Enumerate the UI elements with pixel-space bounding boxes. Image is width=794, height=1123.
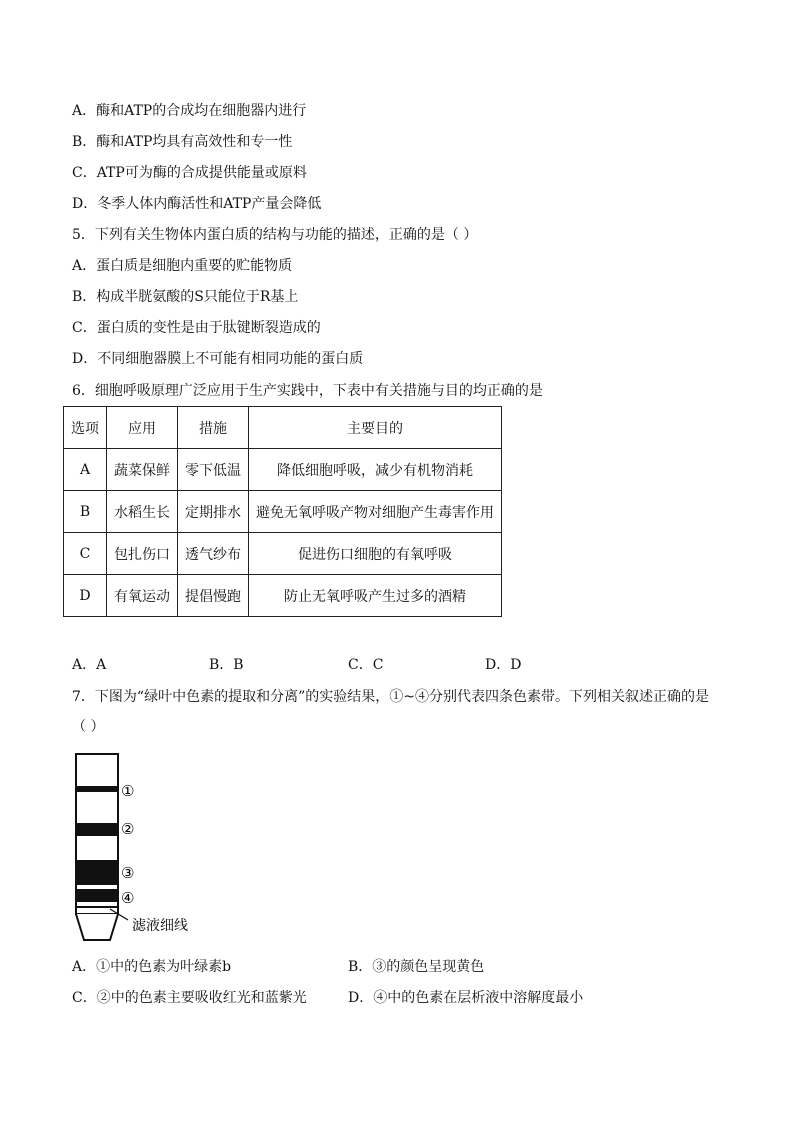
table-row bbox=[64, 449, 502, 491]
table-cell: 透气纱布 bbox=[178, 533, 249, 575]
table-cell: C bbox=[64, 533, 107, 575]
table-header-cell: 应用 bbox=[107, 407, 178, 449]
pigment-band-2 bbox=[77, 823, 117, 836]
table-cell: D bbox=[64, 575, 107, 617]
table-cell: 有氧运动 bbox=[107, 575, 178, 617]
table-cell: 降低细胞呼吸，减少有机物消耗 bbox=[249, 449, 502, 491]
band-label-4: ④ bbox=[121, 889, 135, 907]
table-cell: 定期排水 bbox=[178, 491, 249, 533]
table-cell: 水稻生长 bbox=[107, 491, 178, 533]
q5-stem: 5．下列有关生物体内蛋白质的结构与功能的描述，正确的是（ ） bbox=[72, 227, 478, 243]
pigment-band-4 bbox=[77, 889, 117, 902]
band-label-3: ③ bbox=[121, 864, 135, 882]
band-label-1: ① bbox=[121, 782, 135, 800]
band-label-2: ② bbox=[121, 820, 135, 838]
q4-option-d: D．冬季人体内酶活性和ATP产量会降低 bbox=[72, 196, 322, 212]
q6-option-d: D．D bbox=[485, 657, 522, 673]
table-cell: 蔬菜保鲜 bbox=[107, 449, 178, 491]
q4-option-c: C．ATP可为酶的合成提供能量或原料 bbox=[72, 165, 307, 181]
q4-option-a: A．酶和ATP的合成均在细胞器内进行 bbox=[72, 103, 307, 119]
q6-stem: 6．细胞呼吸原理广泛应用于生产实践中，下表中有关措施与目的均正确的是 bbox=[72, 383, 543, 399]
q5-option-c: C．蛋白质的变性是由于肽键断裂造成的 bbox=[72, 320, 321, 336]
q5-option-d: D．不同细胞器膜上不可能有相同功能的蛋白质 bbox=[72, 351, 364, 367]
filter-line-label: 滤液细线 bbox=[132, 918, 188, 934]
q4-option-b: B．酶和ATP均具有高效性和专一性 bbox=[72, 134, 293, 150]
table-cell: B bbox=[64, 491, 107, 533]
table-cell: 防止无氧呼吸产生过多的酒精 bbox=[249, 575, 502, 617]
q6-option-a: A．A bbox=[72, 657, 107, 673]
q7-option-a: A．①中的色素为叶绿素b bbox=[72, 959, 232, 975]
table-row bbox=[64, 575, 502, 617]
table-header-cell: 措施 bbox=[178, 407, 249, 449]
q5-option-a: A．蛋白质是细胞内重要的贮能物质 bbox=[72, 258, 293, 274]
table-cell: 促进伤口细胞的有氧呼吸 bbox=[249, 533, 502, 575]
strip-tip bbox=[76, 914, 118, 940]
q6-table bbox=[63, 406, 502, 617]
chromatography-strip-figure bbox=[70, 750, 210, 945]
table-row bbox=[64, 533, 502, 575]
q7-stem: 7．下图为“绿叶中色素的提取和分离”的实验结果，①~④分别代表四条色素带。下列相关叙述正确的是 bbox=[72, 689, 709, 705]
table-cell: 提倡慢跑 bbox=[178, 575, 249, 617]
q5-option-b: B．构成半胱氨酸的S只能位于R基上 bbox=[72, 289, 299, 305]
table-header-cell: 主要目的 bbox=[249, 407, 502, 449]
q7-option-d: D．④中的色素在层析液中溶解度最小 bbox=[348, 990, 584, 1006]
q6-option-c: C．C bbox=[348, 657, 384, 673]
q7-option-c: C．②中的色素主要吸收红光和蓝紫光 bbox=[72, 990, 307, 1006]
table-row bbox=[64, 491, 502, 533]
q7-stem-blank: （ ） bbox=[72, 719, 105, 735]
table-header-cell: 选项 bbox=[64, 407, 107, 449]
pigment-band-3 bbox=[77, 860, 117, 885]
table-header-row bbox=[64, 407, 502, 449]
table-cell: 包扎伤口 bbox=[107, 533, 178, 575]
pigment-band-1 bbox=[77, 786, 117, 792]
q6-option-b: B．B bbox=[209, 657, 244, 673]
table-cell: 零下低温 bbox=[178, 449, 249, 491]
table-cell: 避免无氧呼吸产物对细胞产生毒害作用 bbox=[249, 491, 502, 533]
table-cell: A bbox=[64, 449, 107, 491]
q7-option-b: B．③的颜色呈现黄色 bbox=[348, 959, 485, 975]
